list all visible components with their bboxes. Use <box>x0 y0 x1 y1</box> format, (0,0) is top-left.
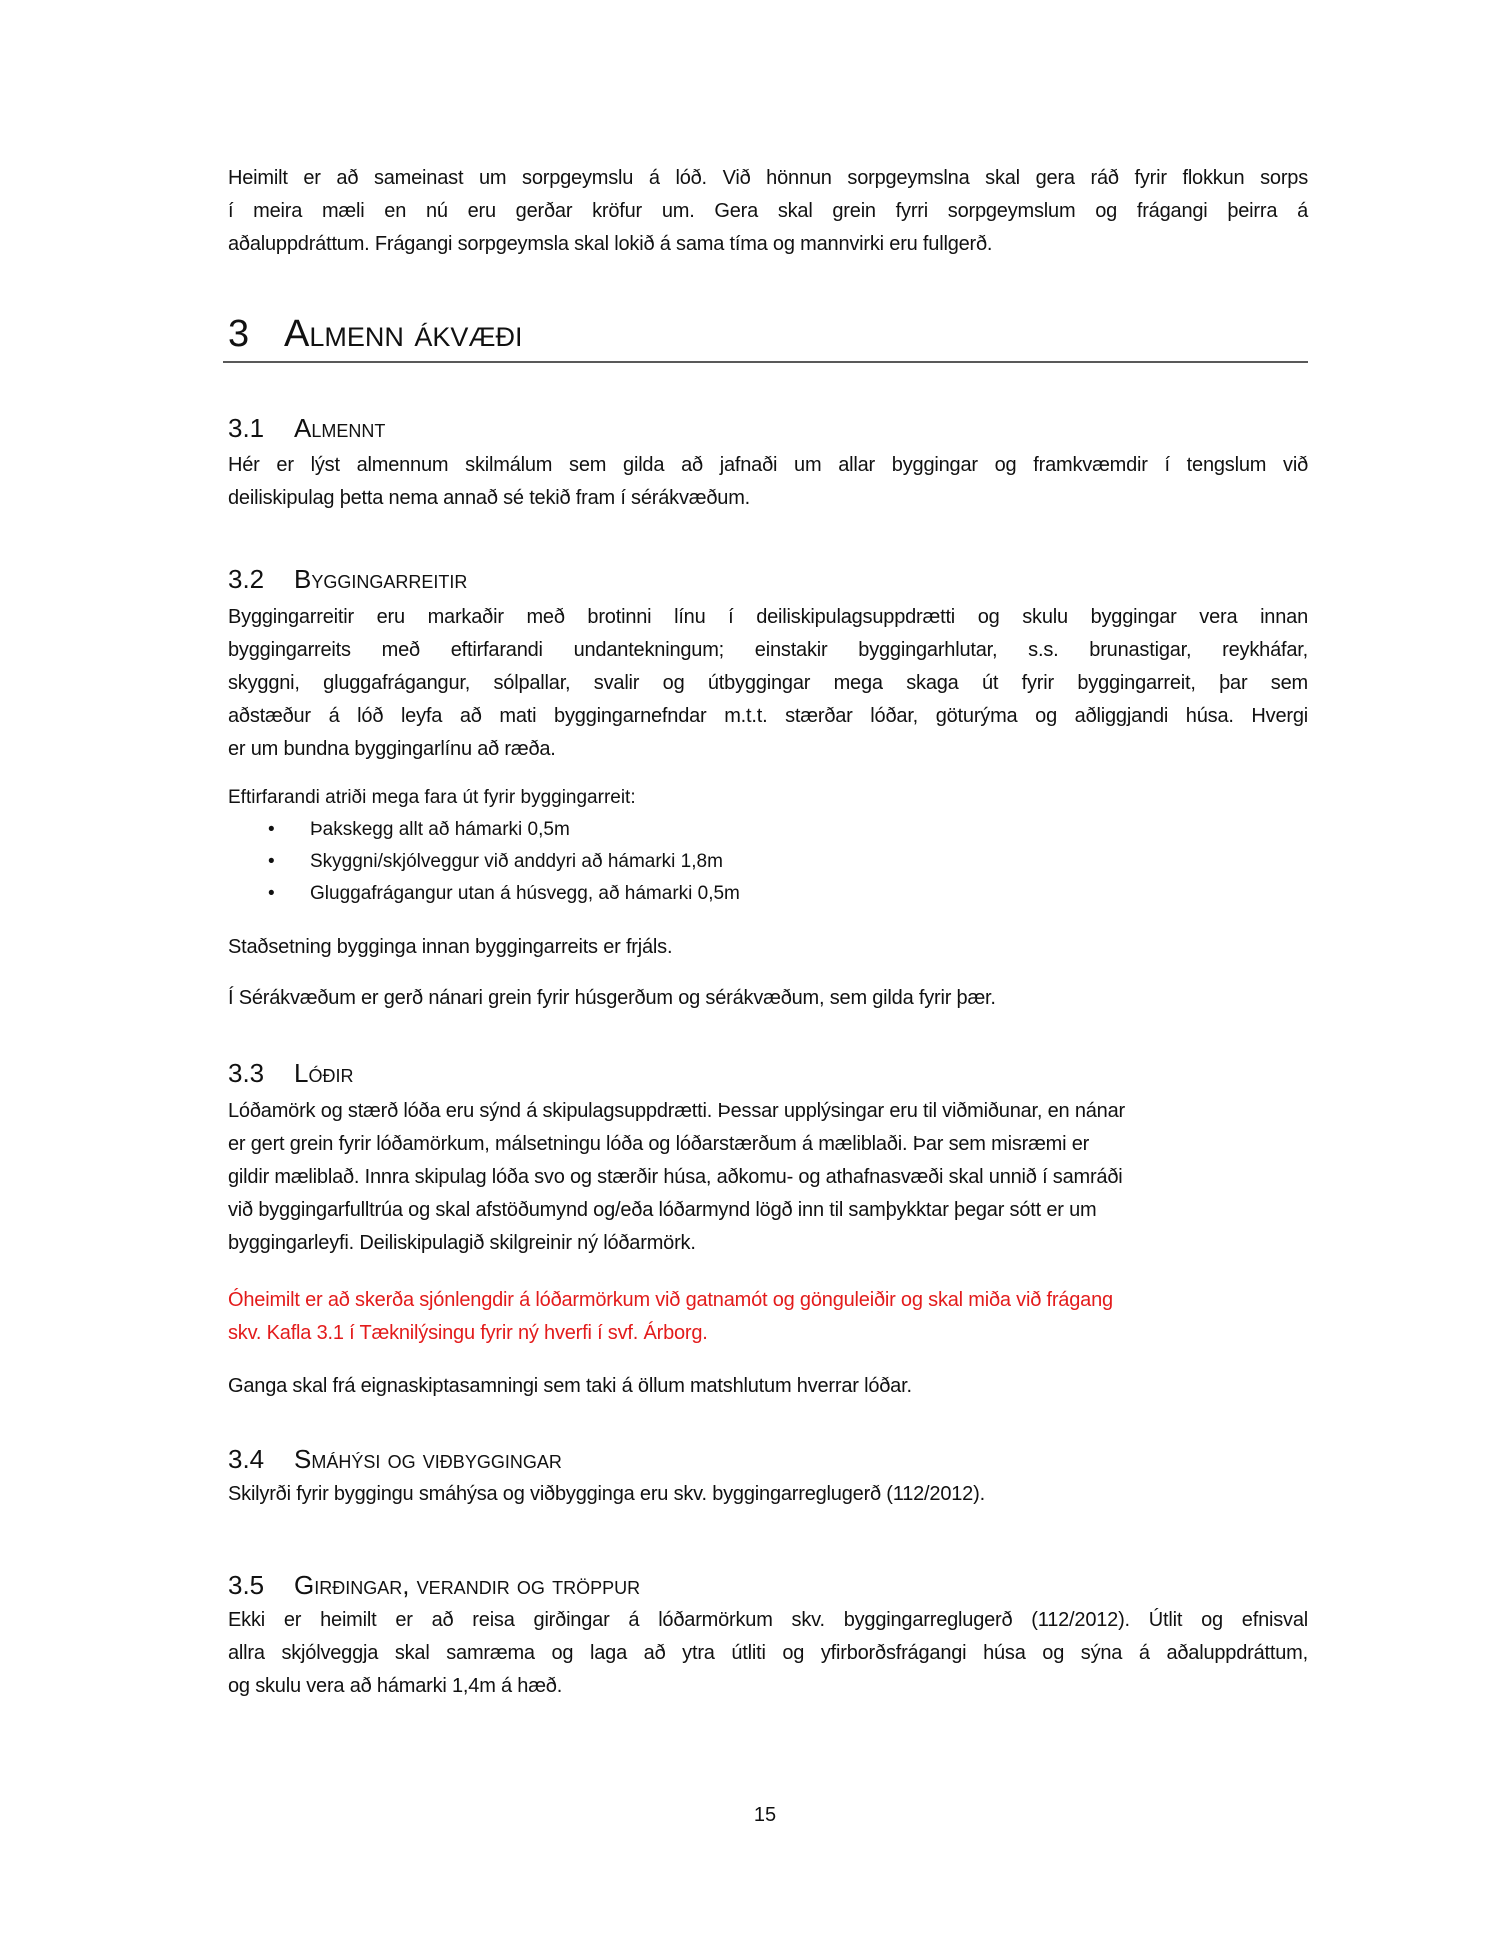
list-item: • Gluggafrágangur utan á húsvegg, að hámarki 0,5m <box>228 878 1308 910</box>
text-line: er um bundna byggingarlínu að ræða. <box>228 738 556 760</box>
section-title: Lóðir <box>294 1058 354 1088</box>
page-number: 15 <box>753 1804 777 1826</box>
text-line: er gert grein fyrir lóðamörkum, málsetningu lóða og lóðarstærðum á mæliblaði. Þar sem misræmi er <box>228 1133 1090 1155</box>
list-intro: Eftirfarandi atriði mega fara út fyrir byggingarreit: <box>228 787 636 808</box>
bullet-icon: • <box>268 819 275 840</box>
text-line: í meira mæli en nú eru gerðar kröfur um. Gera skal grein fyrri sorpgeymslum og frágangi þeirra á <box>228 200 1308 222</box>
exceptions-list <box>228 814 1308 910</box>
text-line: Lóðamörk og stærð lóða eru sýnd á skipulagsuppdrætti. Þessar upplýsingar eru til viðmiðunar, en nánar <box>228 1100 1125 1122</box>
text-line: Hér er lýst almennum skilmálum sem gilda að jafnaði um allar byggingar og framkvæmdir í tengslum við <box>228 454 1308 476</box>
section-title: Girðingar, verandir og tröppur <box>294 1570 641 1600</box>
section-number: 3.1 <box>228 413 265 443</box>
section-3-5-body <box>228 1604 1308 1703</box>
section-3-2-body <box>228 601 1308 766</box>
text-line: við byggingarfulltrúa og skal afstöðumynd og/eða lóðarmynd lögð inn til samþykktar þegar sótt er um <box>228 1199 1097 1221</box>
text-line: og skulu vera að hámarki 1,4m á hæð. <box>228 1675 563 1697</box>
section-3-4-body <box>228 1478 1308 1511</box>
bullet-icon: • <box>268 851 275 872</box>
section-3-3-body <box>228 1095 1308 1260</box>
section-heading-3-4 <box>228 1443 1308 1475</box>
section-number: 3.4 <box>228 1444 265 1474</box>
section-heading-3-1 <box>228 412 1308 444</box>
text-line: Ekki er heimilt er að reisa girðingar á lóðarmörkum skv. byggingarreglugerð (112/2012). Útlit og efnisval <box>228 1609 1308 1631</box>
placement-paragraph: Staðsetning bygginga innan byggingarreits er frjáls. <box>228 936 673 958</box>
section-3-1-body <box>228 449 1308 515</box>
exceptions-list-block <box>228 782 1308 910</box>
ownership-agreement-paragraph: Ganga skal frá eignaskiptasamningi sem taki á öllum matshlutum hverrar lóðar. <box>228 1375 912 1397</box>
section-title: Byggingarreitir <box>294 564 468 594</box>
text-line: Skilyrði fyrir byggingu smáhýsa og viðbygginga eru skv. byggingarreglugerð (112/2012). <box>228 1483 985 1505</box>
bullet-icon: • <box>268 883 275 904</box>
chapter-title: Almenn ákvæði <box>284 313 523 355</box>
section-heading-3-3 <box>228 1057 1308 1089</box>
text-line: deiliskipulag þetta nema annað sé tekið fram í sérákvæðum. <box>228 487 751 509</box>
section-number: 3.5 <box>228 1570 265 1600</box>
chapter-heading <box>228 312 1308 356</box>
text-line: byggingarleyfi. Deiliskipulagið skilgreinir ný lóðarmörk. <box>228 1232 696 1254</box>
text-line: aðstæður á lóð leyfa að mati byggingarnefndar m.t.t. stærðar lóðar, göturýma og aðliggjandi húsa. Hvergi <box>228 705 1308 727</box>
text-line: aðaluppdráttum. Frágangi sorpgeymsla skal lokið á sama tíma og mannvirki eru fullgerð. <box>228 233 993 255</box>
section-title: Smáhýsi og viðbyggingar <box>294 1444 562 1474</box>
text-line: skv. Kafla 3.1 í Tæknilýsingu fyrir ný hverfi í svf. Árborg. <box>228 1322 708 1344</box>
sightline-restriction-note <box>228 1284 1308 1350</box>
list-item: • Þakskegg allt að hámarki 0,5m <box>228 814 1308 846</box>
text-line: byggingarreits með eftirfarandi undantekningum; einstakir byggingarhlutar, s.s. brunastigar, reykháfar, <box>228 639 1308 661</box>
text-line: allra skjólveggja skal samræma og laga að ytra útliti og yfirborðsfrágangi húsa og sýna á aðaluppdráttum, <box>228 1642 1308 1664</box>
list-item: • Skyggni/skjólveggur við anddyri að hámarki 1,8m <box>228 846 1308 878</box>
chapter-divider <box>223 361 1308 363</box>
section-number: 3.2 <box>228 564 265 594</box>
section-number: 3.3 <box>228 1058 265 1088</box>
text-line: Byggingarreitir eru markaðir með brotinni línu í deiliskipulagsuppdrætti og skulu byggingar vera innan <box>228 606 1308 628</box>
text-line: Heimilt er að sameinast um sorpgeymslu á lóð. Við hönnun sorpgeymslna skal gera ráð fyrir flokkun sorps <box>228 167 1308 189</box>
section-title: Almennt <box>294 413 386 443</box>
special-provisions-paragraph: Í Sérákvæðum er gerð nánari grein fyrir húsgerðum og sérákvæðum, sem gilda fyrir þær. <box>228 987 996 1009</box>
section-heading-3-5 <box>228 1569 1308 1601</box>
intro-paragraph <box>228 162 1308 261</box>
chapter-number: 3 <box>228 313 250 355</box>
text-line: Óheimilt er að skerða sjónlengdir á lóðarmörkum við gatnamót og gönguleiðir og skal miða við frágang <box>228 1289 1113 1311</box>
section-heading-3-2 <box>228 563 1308 595</box>
text-line: gildir mæliblað. Innra skipulag lóða svo og stærðir húsa, aðkomu- og athafnasvæði skal unnið í samráði <box>228 1166 1123 1188</box>
text-line: skyggni, gluggafrágangur, sólpallar, svalir og útbyggingar mega skaga út fyrir byggingarreit, þar sem <box>228 672 1308 694</box>
